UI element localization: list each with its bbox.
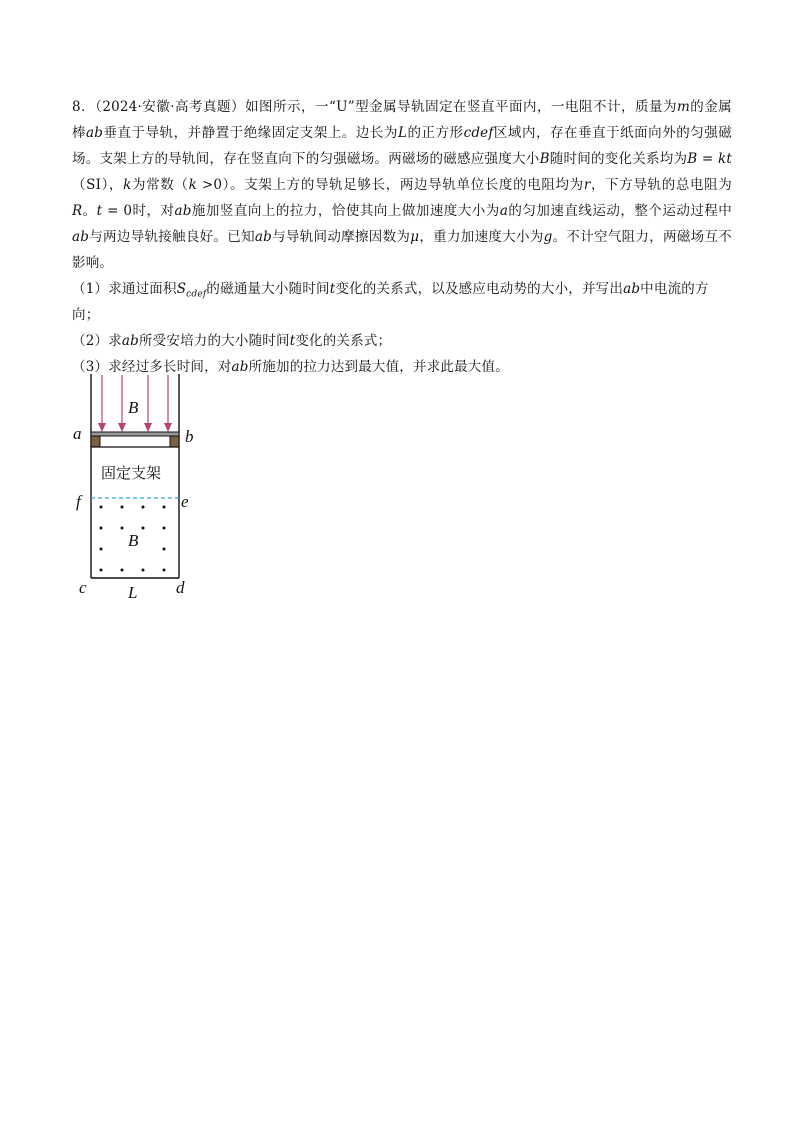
label-b: b (185, 427, 194, 446)
label-c: c (79, 578, 87, 597)
math-variable: k (123, 177, 132, 193)
math-variable: r (583, 177, 591, 193)
problem-stem-body (72, 99, 732, 271)
math-variable: m (676, 99, 690, 115)
label-d: d (176, 578, 185, 597)
math-variable: S (176, 281, 187, 297)
math-variable: t (96, 203, 103, 219)
dot-icon (163, 506, 166, 509)
text-run: 变化的关系式，以及感应电动势的大小，并写出 (335, 281, 624, 297)
text-run: 的磁通量大小随时间 (206, 281, 330, 297)
dot-icon (163, 527, 166, 530)
math-variable: ab (72, 229, 90, 245)
dot-icon (142, 506, 145, 509)
label-e: e (181, 492, 189, 511)
label-L: L (128, 583, 138, 602)
text-run: 中电流的方向； (72, 281, 709, 323)
dot-icon (100, 527, 103, 530)
dot-icon (100, 506, 103, 509)
dot-icon (100, 569, 103, 572)
text-run: 如图所示，一“U”型金属导轨固定在竖直平面内，一电阻不计，质量为 (245, 99, 677, 115)
text-run: 所受安培力的大小随时间 (138, 333, 290, 349)
rail-magnetic-field-figure (70, 372, 200, 602)
text-run: = (697, 151, 718, 167)
text-run: （1）求通过面积 (72, 281, 177, 297)
math-variable: a (499, 203, 509, 219)
math-variable: ab (254, 229, 273, 245)
problem-source: （2024·安徽·高考真题） (95, 99, 246, 115)
dot-icon (142, 527, 145, 530)
math-variable: R (72, 203, 83, 219)
math-variable: t (289, 333, 296, 349)
problem-8 (72, 94, 732, 380)
label-a: a (73, 424, 82, 443)
math-variable: B (687, 151, 698, 167)
text-run: 随时间的变化关系均为 (549, 151, 688, 167)
math-variable: ab (121, 333, 139, 349)
math-variable: g (543, 229, 553, 245)
text-run: 变化的关系式； (295, 333, 392, 349)
text-run: 区域内，存在垂直于纸面向外的匀强磁场。支架上方的导轨间，存在竖直向下的匀强磁场。两磁场的磁感应强度大小 (72, 125, 732, 167)
math-variable: t (329, 281, 336, 297)
text-run: >0）。支架上方的导轨足够长，两边导轨单位长度的电阻均为 (196, 177, 584, 193)
math-subscript: cdef (186, 289, 207, 300)
text-run: 垂直于导轨，并静置于绝缘固定支架上。边长为 (103, 125, 398, 141)
label-field-top: B (128, 398, 139, 417)
text-run: 施加竖直向上的拉力，恰使其向上做加速度大小为 (191, 203, 500, 219)
text-run: （3）求经过多长时间，对 (72, 359, 232, 375)
label-field-bottom: B (128, 531, 139, 550)
math-variable: L (397, 125, 408, 141)
text-run: 为常数（ (131, 177, 189, 193)
dot-icon (121, 506, 124, 509)
math-variable: μ (410, 229, 420, 245)
dot-icon (121, 569, 124, 572)
math-variable: ab (623, 281, 641, 297)
down-arrow-icon (164, 375, 172, 432)
support-block-left (91, 436, 100, 447)
text-run: = 0时，对 (102, 203, 175, 219)
label-f: f (76, 492, 81, 511)
question-2 (72, 328, 732, 354)
text-run: 。 (82, 203, 97, 219)
text-run: 的正方形 (407, 125, 464, 141)
math-variable: kt (718, 151, 733, 167)
label-support: 固定支架 (101, 464, 162, 482)
dot-icon (100, 548, 103, 551)
dot-icon (163, 569, 166, 572)
text-run: ，下方导轨的总电阻为 (590, 177, 733, 193)
text-run: ，重力加速度大小为 (419, 229, 544, 245)
dot-icon (121, 527, 124, 530)
text-run: （2）求 (72, 333, 122, 349)
metal-rod-ab (91, 432, 179, 436)
problem-stem (72, 94, 732, 276)
math-variable: B (539, 151, 550, 167)
dot-icon (163, 548, 166, 551)
text-run: 。不计空气阻力，两磁场互不影响。 (72, 229, 732, 271)
text-run: 与导轨间动摩擦因数为 (272, 229, 411, 245)
problem-number: 8． (72, 99, 96, 115)
math-variable: k (188, 177, 197, 193)
support-block-right (170, 436, 179, 447)
down-arrow-icon (118, 375, 126, 432)
dot-icon (142, 569, 145, 572)
math-variable: ab (174, 203, 192, 219)
text-run: 所施加的拉力达到最大值，并求此最大值。 (248, 359, 509, 375)
math-variable: ab (86, 125, 104, 141)
math-variable: cdef (463, 125, 494, 141)
down-arrow-icon (144, 375, 152, 432)
text-run: 与两边导轨接触良好。已知 (89, 229, 255, 245)
text-run: （SI）， (72, 177, 124, 193)
down-arrow-icon (98, 375, 106, 432)
text-run: 的匀加速直线运动，整个运动过程中 (508, 203, 733, 219)
question-1 (72, 276, 732, 328)
math-variable: ab (231, 359, 249, 375)
text-run: 的金属棒 (72, 99, 732, 141)
figure-svg (70, 372, 200, 602)
